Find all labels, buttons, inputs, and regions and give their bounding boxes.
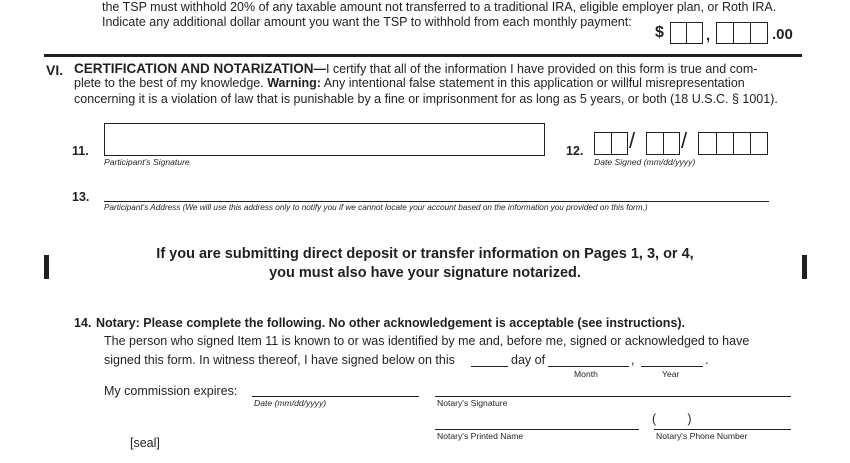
notary-signature-caption: Notary's Signature [437,398,508,408]
notary-signature-field[interactable] [435,396,791,397]
date-slash-1: / [629,128,636,153]
notary-phone-caption: Notary's Phone Number [656,431,748,441]
notarization-notice-line2: you must also have your signature notarized. [269,265,581,281]
notary-heading: Notary: Please complete the following. No other acknowledgement is acceptable (see instructions). [96,316,686,330]
certification-text-line3: concerning it is a violation of law that is punishable by a fine or imprisonment for as long as 5 years, or both (18 U.S.C. § 1001). [74,92,778,106]
withholding-text-line1: the TSP must withhold 20% of any taxable amount not transferred to a traditional IRA, eligible employer plan, or Roth IRA. [102,0,777,14]
participant-address-field[interactable] [104,201,769,202]
section-number: VI. [46,62,64,78]
certification-text-line1: I certify that all of the information I have provided on this form is true and com- [325,62,758,76]
participant-address-caption: Participant's Address (We will use this address only to notify you if we cannot locate your account based on the information you provided on this form.) [104,203,648,212]
month-caption: Month [574,369,598,379]
warning-label: Warning: [267,76,321,90]
year-field[interactable] [641,366,703,367]
sentence-period: . [705,353,709,367]
item-14-number: 14. [74,316,92,330]
certification-text-line2a: plete to the best of my knowledge. [74,76,264,90]
participant-signature-field[interactable] [104,123,545,156]
cents-label: .00 [772,26,793,43]
section-title: CERTIFICATION AND NOTARIZATION [74,61,314,76]
month-year-comma: , [631,353,635,367]
notary-phone-parens: ( ) [652,412,692,426]
item-12-number: 12. [566,144,584,158]
month-field[interactable] [548,366,629,367]
notary-printed-name-caption: Notary's Printed Name [437,431,524,441]
item-13-number: 13. [72,190,90,204]
item-11-number: 11. [72,144,89,158]
commission-date-caption: Date (mm/dd/yyyy) [254,398,327,408]
withholding-dollars-thousands-field[interactable] [670,22,703,44]
year-caption: Year [662,369,680,379]
certification-text-line2 [74,76,745,90]
date-signed-month-field[interactable] [594,132,628,155]
seal-label: [seal] [130,436,160,450]
section-divider [44,54,802,57]
participant-signature-caption: Participant's Signature [104,157,190,167]
notary-text-line2b: day of [511,353,546,367]
thousands-comma: , [706,27,711,44]
notary-text-line2a: signed this form. In witness thereof, I have signed below on this [104,353,455,367]
notary-printed-name-field[interactable] [435,429,639,430]
certification-text-line2b: Any intentional false statement in this application or willful misrepresentation [323,76,745,90]
day-field[interactable] [471,366,508,367]
notary-phone-field[interactable] [654,429,791,430]
notarization-notice-line1: If you are submitting direct deposit or transfer information on Pages 1, 3, or 4, [156,246,694,262]
commission-expires-label: My commission expires: [104,384,238,398]
certification-intro [74,61,757,76]
dollar-sign: $ [655,24,664,41]
withholding-dollars-hundreds-field[interactable] [716,22,768,44]
date-signed-year-field[interactable] [698,132,768,155]
date-signed-caption: Date Signed (mm/dd/yyyy) [594,157,696,167]
date-signed-day-field[interactable] [646,132,680,155]
commission-expires-field[interactable] [252,396,419,397]
withholding-text-line2: Indicate any additional dollar amount you want the TSP to withhold from each monthly payment: [102,15,632,29]
date-slash-2: / [681,128,688,153]
title-dash: — [313,62,326,76]
notary-text-line1: The person who signed Item 11 is known to or was identified by me and, before me, signed or acknowledged to have [104,334,750,348]
